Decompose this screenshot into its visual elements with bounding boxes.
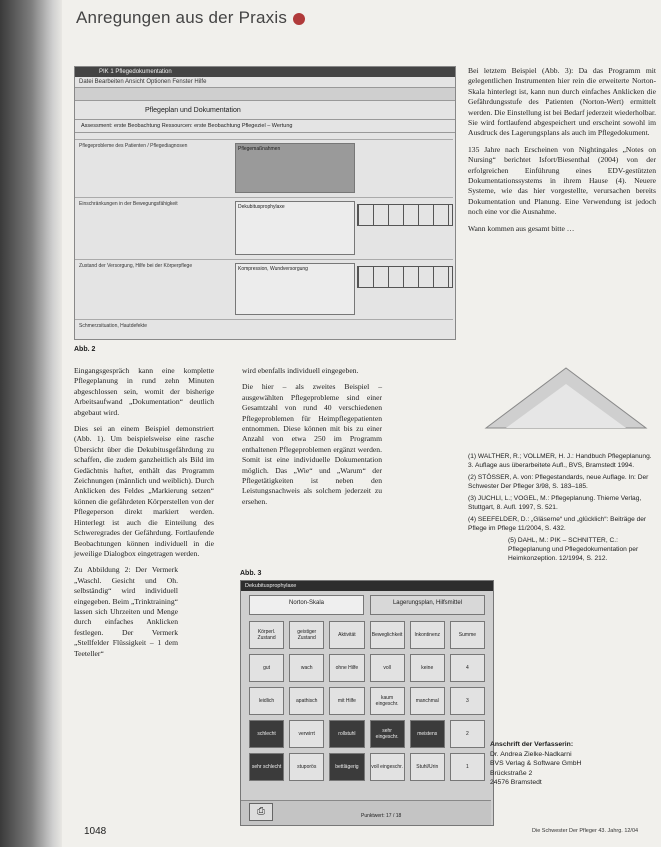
figure1-window-title: PIK 1 Pflegedokumentation xyxy=(75,67,455,77)
col3-paragraph: Wann kommen aus gesamt bitte … xyxy=(468,223,575,233)
col1-paragraph: Zu Abbildung 2: Der Vermerk „Waschl. Gesicht und Oh. selbständig“ wird individuell eingegeben. Beim „Trinktraining“ lassen sich Uhrzeiten und Menge durch einfaches Anklicken festlegen. Der Vermerk „Stellfelder Flüssigkeit – 1 dem Teeteller“ xyxy=(74,565,178,658)
tab-norton-scale: Norton-Skala xyxy=(249,595,364,615)
reference-item: (2) STÖSSER, A. von: Pflegestandards, neue Auflage. In: Der Schwester Der Pfleger 3/98, S. 183–185. xyxy=(468,474,649,490)
norton-scale-button: kaum eingeschr. xyxy=(370,687,405,715)
reference-item: (5) DAHL, M.: PIK – SCHNITTER, C.: Pflegeplanung und Pflegedokumentation per Heimkonzeption. 12/1994, S. 212. xyxy=(508,537,639,562)
col1-paragraph: Dies sei an einem Beispiel demonstriert (Abb. 1). Um beispielsweise eine rasche Übersicht über die Dekubitusgefährdung zu schaffen, die zudem ganzheitlich als Bild im Gedächtnis haftet, enthält das Programm Zeichnungen (männlich und weiblich). Durch Anklicken des Feldes „Markierung setzen“ können die gefährdeten Körperstellen von der Pflegeperson direkt markiert werden. Hinterlegt ist auch die Einteilung des Schweregrades der Gefährdung. Fortlaufende Beobachtungen können individuell in die jeweilige Dialogbox eingetragen werden. xyxy=(74,424,214,558)
text-column-2 xyxy=(242,366,382,513)
figure2-caption: Abb. 3 xyxy=(240,570,262,577)
norton-scale-button: Körperl. Zustand xyxy=(249,621,284,649)
figure1-menu-bar: Datei Bearbeiten Ansicht Optionen Fenster Hilfe xyxy=(75,77,455,88)
address-line: Dr. Andrea Zielke-Nadkarni xyxy=(490,750,572,758)
norton-scale-button: geistiger Zustand xyxy=(289,621,324,649)
figure1-heading-text: Pflegeplan und Dokumentation xyxy=(145,106,241,114)
figure1-caption: Abb. 2 xyxy=(74,346,96,353)
norton-scale-button: keine xyxy=(410,654,445,682)
col2-paragraph: wird ebenfalls individuell eingegeben. xyxy=(242,366,359,375)
figure2-footer xyxy=(241,800,491,825)
norton-scale-button: Stuhl/Urin xyxy=(410,753,445,781)
norton-scale-button: 3 xyxy=(450,687,485,715)
norton-scale-button: rollstuhl xyxy=(329,720,364,748)
col2-paragraph: Die hier – als zweites Beispiel – ausgewählten Pflegeprobleme sind einer Gesamtzahl von rund 40 verschiedenen Pflegeproblemen für Heimpflegepatienten entnommen. Diese können mit bis zu einer Anzahl von etwa 250 im Programm enthaltenen Pflegeproblemen ergänzt werden. Somit ist eine individuelle Dokumentation möglich. Das „Wie“ und „Warum“ der Pflegetätigkeiten ist neben den Leistungsnachweis als solchem jederzeit zu ersehen. xyxy=(242,382,382,506)
header-dot-icon xyxy=(293,13,305,25)
norton-scale-button: apathisch xyxy=(289,687,324,715)
col3-paragraph: Bei letztem Beispiel (Abb. 3): Da das Programm mit gelegentlichen Instrumenten hier rein die erweiterte Norton-Skala hinterlegt ist, kann nun durch einfaches Anklicken die Gefährdungsstufe des Patienten (Norton-Wert) ermittelt werden. Die Einstellung ist bei Bedarf jederzeit wiederholbar. Sie wird fortlaufend abgespeichert und erscheint sowohl im Ausdruck des Lagerungsplans als auch im Pflegedokument. xyxy=(468,66,656,138)
text-column-3 xyxy=(468,66,656,240)
figure1-subheading: Assessment: erste Beobachtung Ressourcen: erste Beobachtung Pflegeziel – Wertung xyxy=(75,120,455,133)
figure1-heading xyxy=(75,101,455,120)
figure2-tab-bar xyxy=(241,591,493,615)
book-binding-shadow xyxy=(0,0,62,847)
care-plan-problem: Zustand der Versorgung, Hilfe bei der Körperpflege xyxy=(79,263,193,269)
norton-scale-button: Aktivität xyxy=(329,621,364,649)
reference-item: (1) WALTHER, R.; VOLLMER, H. J.: Handbuch Pflegeplanung. 3. Auflage aus überarbeitete Aufl., BVS, Bramstedt 1994. xyxy=(468,453,652,469)
norton-scale-button: gut xyxy=(249,654,284,682)
norton-scale-button: schlecht xyxy=(249,720,284,748)
care-plan-measure-text: Kompression, Wundversorgung xyxy=(238,266,308,272)
col3-paragraph: 135 Jahre nach Erscheinen von Nightingales „Notes on Nursing“ berichtet Isfort/Biesenthal (2004) von der erfolgreichen Einführung eines EDV-gestützten Dokumentationssystems in ihrem Hause (4). Neuere Systeme, wie das hier vorgestellte, verursachen bereits Dokumentation und Planung. Eine Verwendung ist jedoch noch eine vor die Ausnahme. xyxy=(468,144,656,217)
norton-scale-button: stuporös xyxy=(289,753,324,781)
figure2-footer-note: Punktwert: 17 / 18 xyxy=(361,813,402,819)
norton-scale-button: 4 xyxy=(450,654,485,682)
care-plan-measure-text: Dekubitusprophylaxe xyxy=(238,204,285,210)
figure2-window-title: Dekubitusprophylaxe xyxy=(241,581,493,591)
address-line: 24576 Bramstedt xyxy=(490,779,542,787)
norton-scale-button: leidlich xyxy=(249,687,284,715)
figure1-toolbar xyxy=(75,88,455,101)
header-title: Anregungen aus der Praxis xyxy=(76,8,288,27)
author-address xyxy=(490,740,650,788)
care-plan-measure xyxy=(235,143,355,193)
care-plan-row xyxy=(75,319,453,338)
norton-scale-button: meistens xyxy=(410,720,445,748)
care-plan-problem: Einschränkungen in der Bewegungsfähigkeit xyxy=(79,201,178,207)
care-plan-measure xyxy=(235,263,355,315)
norton-scale-button: sehr schlecht xyxy=(249,753,284,781)
norton-scale-button: 2 xyxy=(450,720,485,748)
address-line: BVS Verlag & Software GmbH xyxy=(490,760,582,768)
book-page xyxy=(62,0,661,847)
norton-scale-button: ohne Hilfe xyxy=(329,654,364,682)
reference-item: (4) SEEFELDER, D.: „Gläserne“ und „glücklich“: Beiträge der Pflege im Pflege 11/2004, S. 432. xyxy=(468,516,647,532)
figure2-button-grid xyxy=(241,615,493,787)
address-line: Brückstraße 2 xyxy=(490,769,533,777)
figure-norton-scale-screenshot xyxy=(240,580,494,826)
norton-scale-button: verwirrt xyxy=(289,720,324,748)
norton-scale-button: Inkontinenz xyxy=(410,621,445,649)
norton-scale-button: wach xyxy=(289,654,324,682)
care-plan-row xyxy=(75,197,453,258)
care-plan-measure-text: Pflegemaßnahmen xyxy=(238,146,281,152)
text-column-1 xyxy=(74,366,214,665)
norton-scale-button: manchmal xyxy=(410,687,445,715)
tab-lagerungsplan: Lagerungsplan, Hilfsmittel xyxy=(370,595,485,615)
norton-scale-button: 1 xyxy=(450,753,485,781)
reference-item: (3) JUCHLI, L.; VOGEL, M.: Pflegeplanung. Thieme Verlag, Stuttgart, 8. Aufl. 1997, S. 521. xyxy=(468,495,642,511)
care-plan-problem: Schmerzsituation, Hautdefekte xyxy=(79,323,148,329)
care-plan-schedule-grid xyxy=(357,204,453,226)
norton-scale-button: bettlägerig xyxy=(329,753,364,781)
norton-scale-button: Summe xyxy=(450,621,485,649)
decorative-triangle-graphic xyxy=(476,358,656,438)
care-plan-measure xyxy=(235,201,355,255)
journal-footer: Die Schwester Der Pfleger 43. Jahrg. 12/04 xyxy=(532,828,639,834)
norton-scale-button: Beweglichkeit xyxy=(370,621,405,649)
address-line: Anschrift der Verfasserin: xyxy=(490,741,574,748)
care-plan-row xyxy=(75,259,453,318)
col1-paragraph: Eingangsgespräch kann eine komplette Pflegeplanung in rund zehn Minuten abgeschlossen sein, womit der bisherige Arbeitsaufwand „Dokumentation“ deutlich abgebaut wird. xyxy=(74,366,214,417)
printer-icon: ⎙ xyxy=(249,803,273,821)
page-header xyxy=(76,8,305,28)
norton-scale-button: sehr eingeschr. xyxy=(370,720,405,748)
norton-scale-button: mit Hilfe xyxy=(329,687,364,715)
norton-scale-button: voll xyxy=(370,654,405,682)
references-list xyxy=(468,452,658,566)
norton-scale-button: voll eingeschr. xyxy=(370,753,405,781)
page-number: 1048 xyxy=(84,826,107,837)
care-plan-row xyxy=(75,139,453,196)
figure-care-plan-screenshot xyxy=(74,66,456,340)
care-plan-problem: Pflegeprobleme des Patienten / Pflegediagnosen xyxy=(79,143,188,149)
care-plan-schedule-grid xyxy=(357,266,453,288)
